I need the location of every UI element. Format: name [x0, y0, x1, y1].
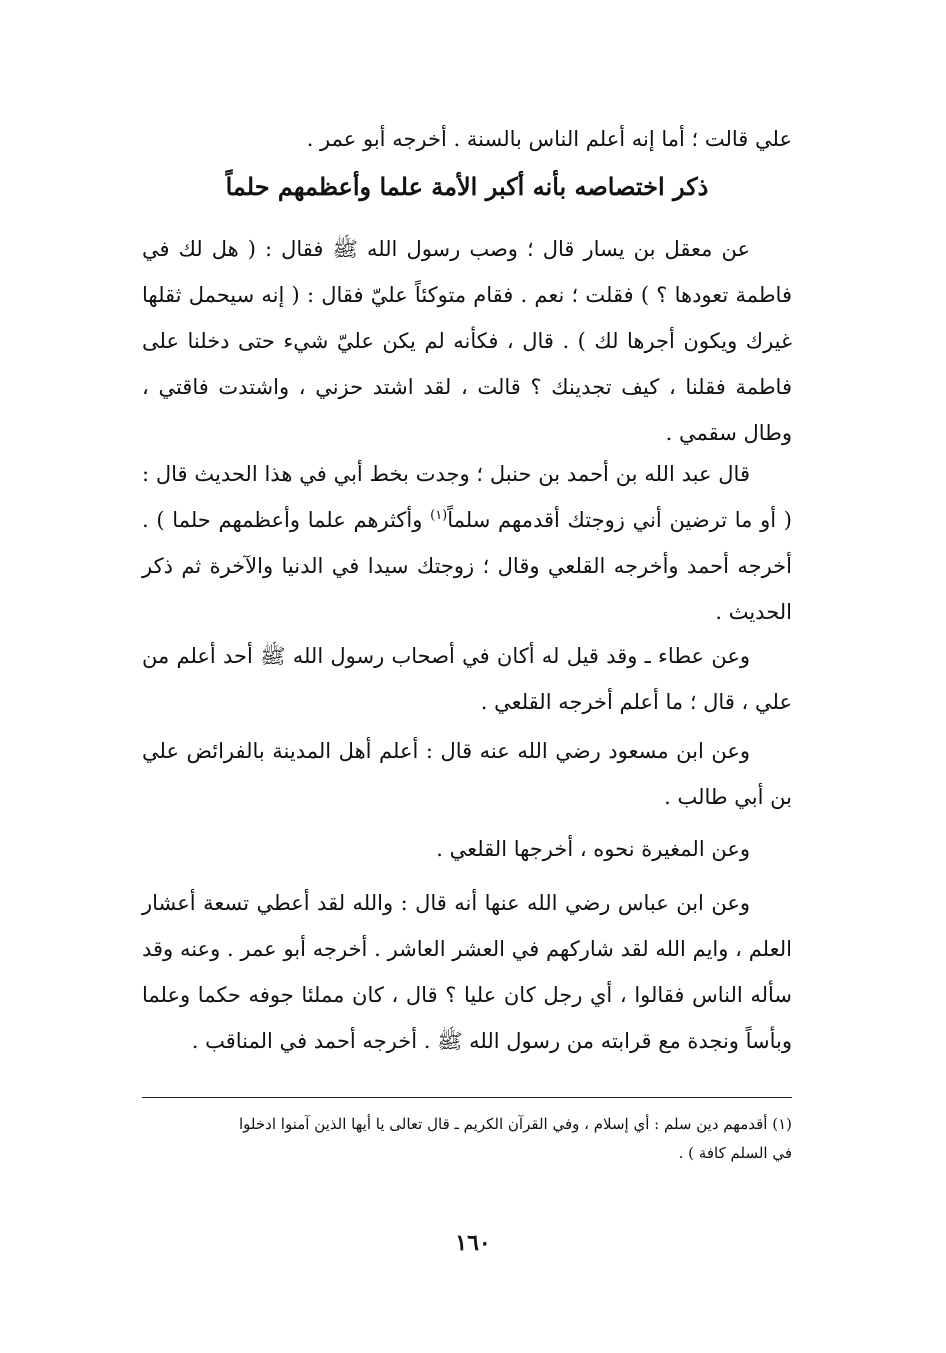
paragraph-5-text: وعن المغيرة نحوه ، أخرجها القلعي .: [436, 837, 750, 861]
page-number: ١٦٠: [455, 1230, 491, 1256]
continuation-text: علي قالت ؛ أما إنه أعلم الناس بالسنة . أخرجه أبو عمر .: [306, 127, 792, 151]
paragraph-6-text: وعن ابن عباس رضي الله عنها أنه قال : والله لقد أعطي تسعة أعشار العلم ، وايم الله لقد شاركهم في العشر العاشر . أخرجه أبو عمر . وعنه وقد سأله الناس فقالوا ، أي رجل كان عليا ؟ قال ، كان مملئا جوفه حكما وعلما وبأساً ونجدة مع قرابته من رسول الله ﷺ . أخرجه أحمد في المناقب .: [142, 891, 792, 1053]
paragraph-1: [142, 226, 792, 456]
paragraph-2-text: [142, 451, 792, 635]
paragraph-2-part-a: قال عبد الله بن أحمد بن حنبل ؛ وجدت بخط أبي في هذا الحديث قال : ( أو ما ترضين أني زوجتك أقدمهم سلماً: [142, 462, 792, 532]
paragraph-2: [142, 451, 792, 635]
footnote-marker: (١): [430, 508, 448, 523]
paragraph-1-text: عن معقل بن يسار قال ؛ وصب رسول الله ﷺ فقال : ( هل لك في فاطمة تعودها ؟ ) فقلت ؛ نعم . فقام متوكئاً عليّ فقال : ( إنه سيحمل ثقلها غيرك ويكون أجرها لك ) . قال ، فكأنه لم يكن عليّ شيء حتى دخلنا على فاطمة فقلنا ، كيف تجدينك ؟ قالت ، لقد اشتد حزني ، واشتدت فاقتي ، وطال سقمي .: [142, 237, 792, 445]
continuation-line: [142, 116, 792, 162]
footnote-line-2: في السلم كافة ) .: [678, 1144, 792, 1162]
paragraph-2-part-b: وأكثرهم علما وأعظمهم حلما ) . أخرجه أحمد وأخرجه القلعي وقال ؛ زوجتك سيدا في الدنيا والآخرة ثم ذكر الحديث .: [142, 508, 792, 624]
paragraph-6: [142, 880, 792, 1064]
section-heading: ذكر اختصاصه بأنه أكبر الأمة علما وأعظمهم حلماً: [225, 172, 709, 201]
paragraph-3-text: وعن عطاء ـ وقد قيل له أكان في أصحاب رسول الله ﷺ أحد أعلم من علي ، قال ؛ ما أعلم أخرجه القلعي .: [142, 644, 792, 714]
footnote: [142, 1110, 792, 1168]
paragraph-3: [142, 633, 792, 725]
paragraph-4-text: وعن ابن مسعود رضي الله عنه قال : أعلم أهل المدينة بالفرائض علي بن أبي طالب .: [142, 739, 792, 809]
paragraph-5: [142, 826, 792, 872]
footnote-divider: [142, 1097, 792, 1098]
paragraph-4: [142, 728, 792, 820]
footnote-line-1: (١) أقدمهم دين سلم : أي إسلام ، وفي القرآن الكريم ـ قال تعالى يا أيها الذين آمنوا ادخلوا: [239, 1115, 792, 1133]
